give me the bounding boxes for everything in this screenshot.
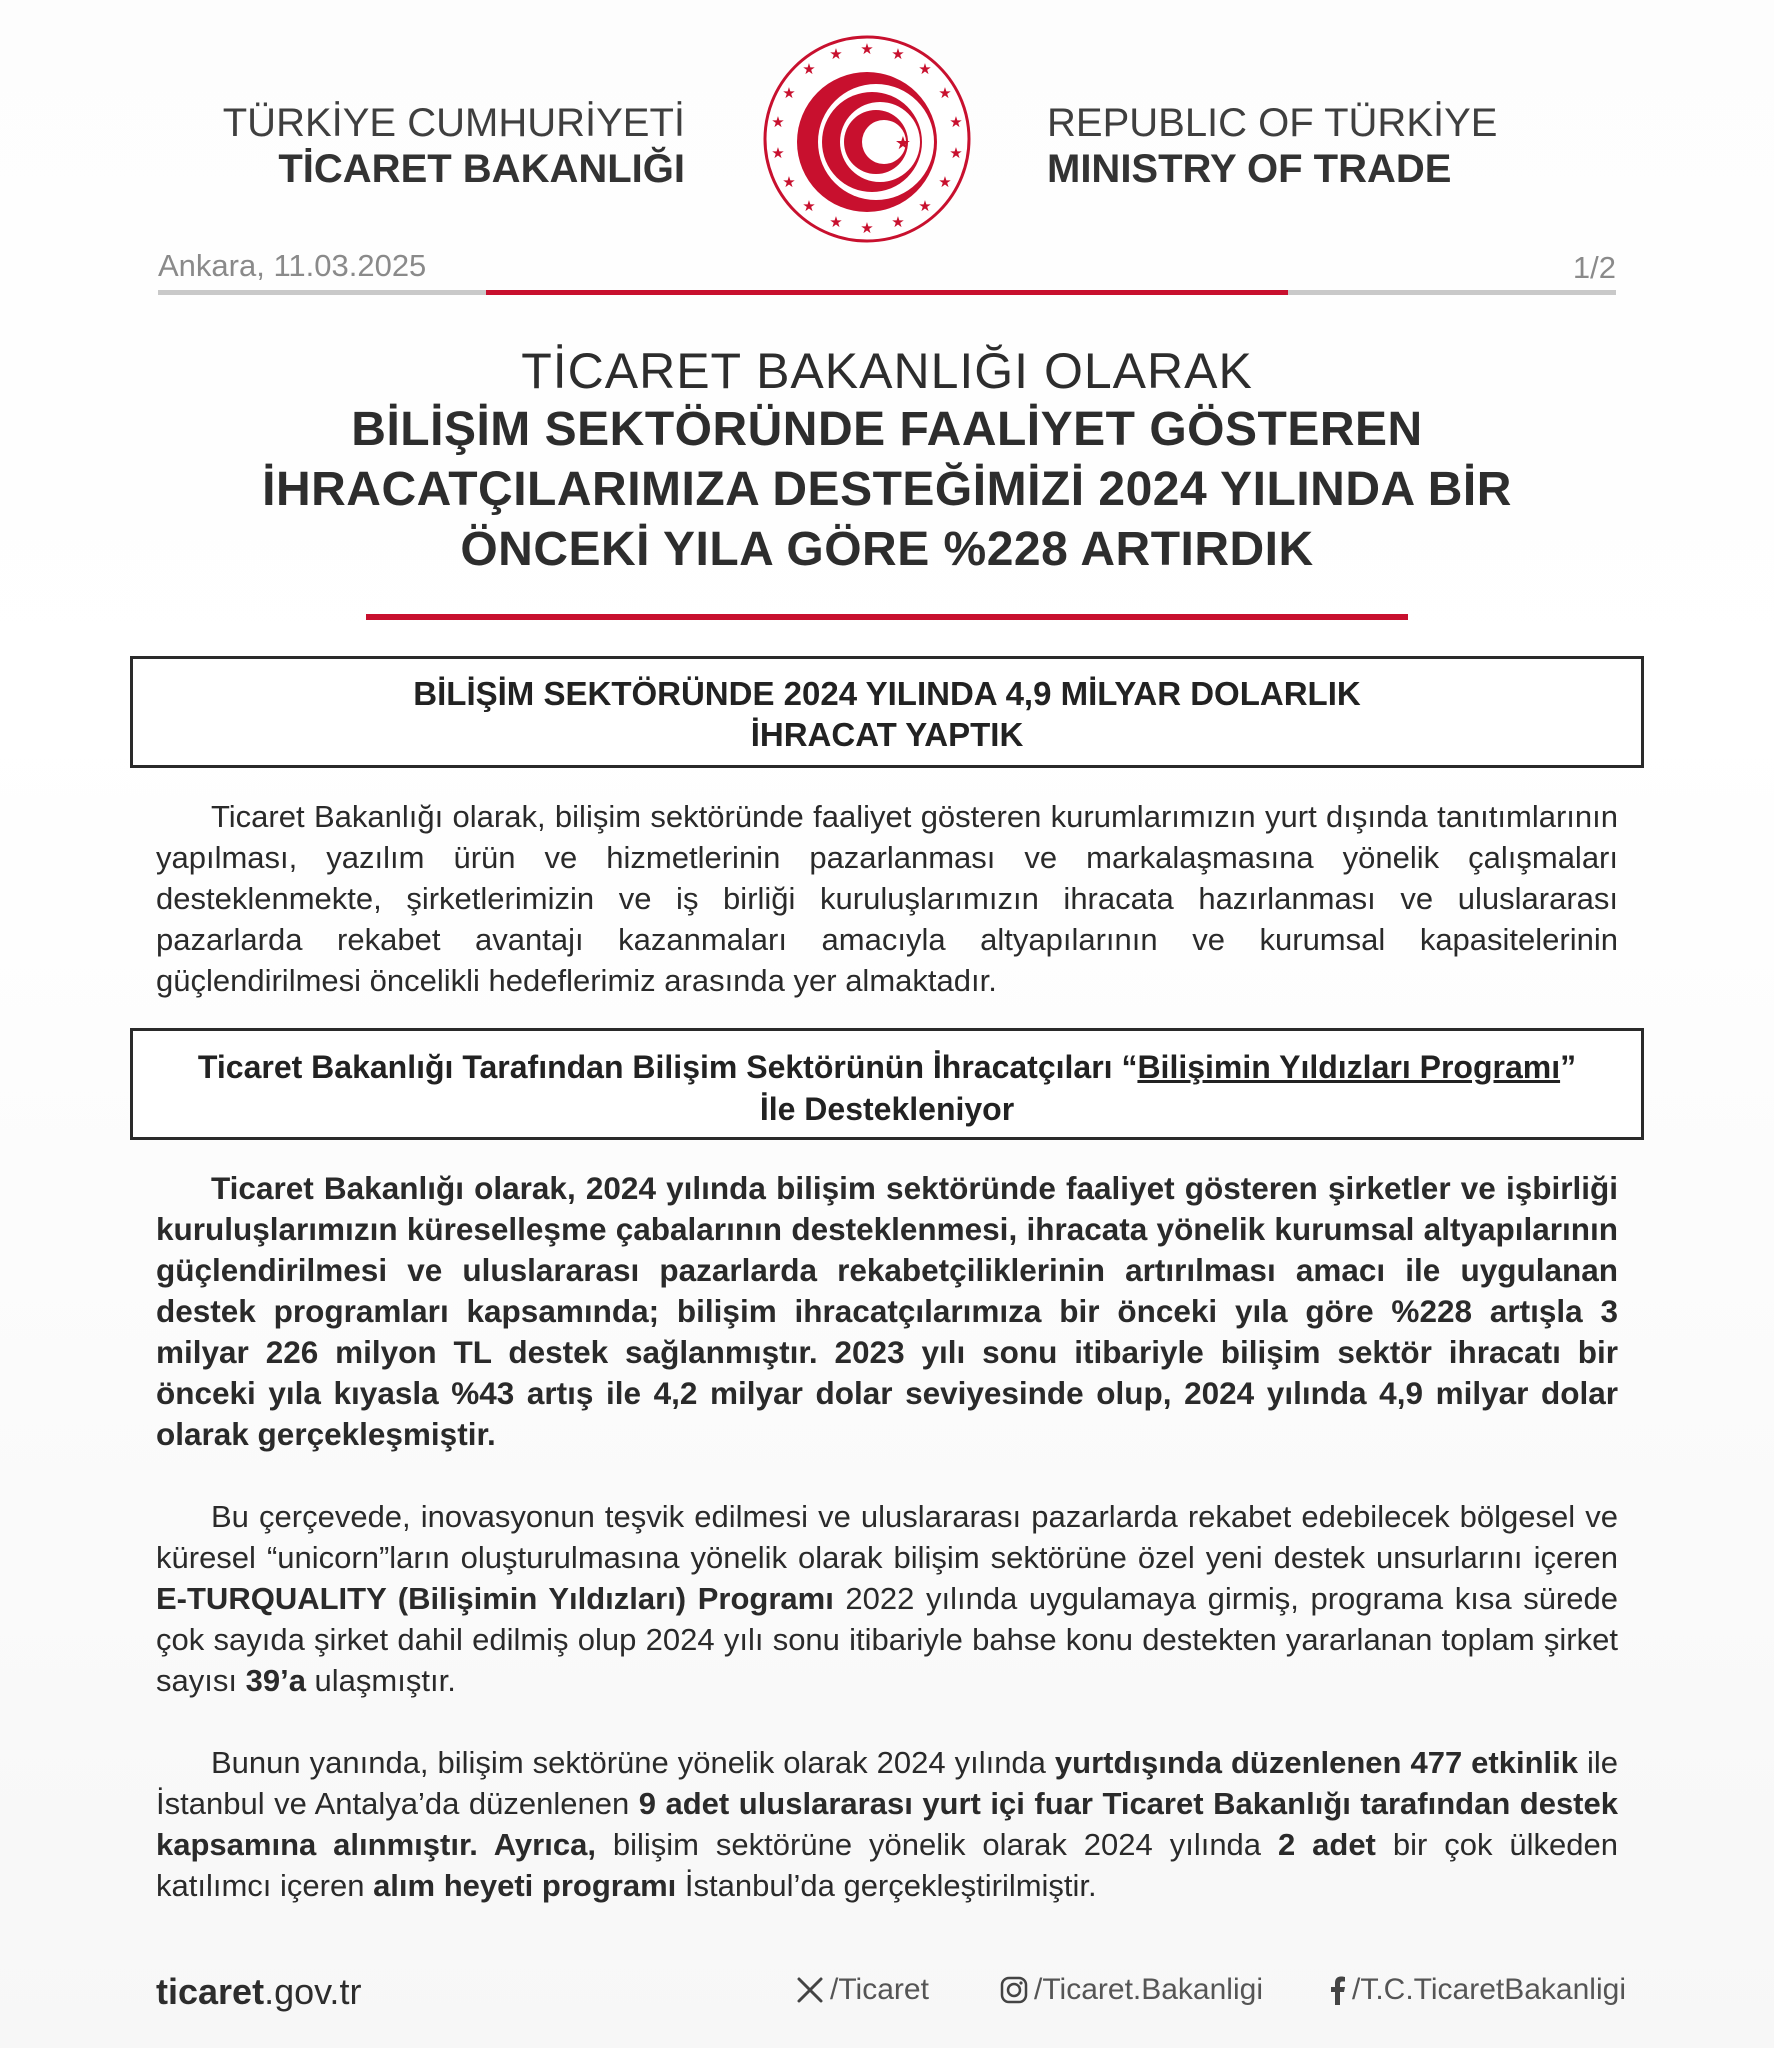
subheading-box-program: [130, 1028, 1644, 1140]
facebook-handle: /T.C.TicaretBakanligi: [1352, 1973, 1626, 2006]
paragraph-intro-text: Ticaret Bakanlığı olarak, bilişim sektöründe faaliyet gösteren kurumlarımızın yurt dışında tanıtımlarının yapılması, yazılım ürün ve hizmetlerinin pazarlanması ve markalaşmasına yönelik çalışmaları desteklenmekte, şirketlerimizin ve iş birliği kuruluşlarımızın ihracata hazırlanması ve uluslararası pazarlarda rekabet avantajı kazanmaları amacıyla altyapılarının ve kurumsal kapasitelerinin güçlendirilmesi öncelikli hedeflerimiz arasında yer almaktadır.: [156, 799, 1618, 998]
delegation-program: alım heyeti programı: [373, 1868, 677, 1903]
delegation-count: 2 adet: [1277, 1827, 1376, 1862]
press-release-title: [120, 342, 1654, 580]
subheading-line-1: BİLİŞİM SEKTÖRÜNDE 2024 YILINDA 4,9 MİLYAR DOLARLIK: [413, 675, 1361, 712]
svg-text:★: ★: [829, 213, 843, 231]
dateline: Ankara, 11.03.2025: [158, 248, 427, 283]
program-name: E-TURQUALITY (Bilişimin Yıldızları) Programı: [156, 1581, 834, 1616]
subheading-program-prefix: Ticaret Bakanlığı Tarafından Bilişim Sektörünün İhracatçıları “: [197, 1049, 1138, 1085]
program-link[interactable]: Bilişimin Yıldızları Programı: [1137, 1049, 1561, 1085]
para4-text-g: bir çok ülkeden katılımcı içeren: [156, 1827, 1618, 1903]
title-line-2: BİLİŞİM SEKTÖRÜNDE FAALİYET GÖSTEREN: [351, 403, 1423, 456]
x-icon: [796, 1976, 824, 2004]
subheading-line-2: İHRACAT YAPTIK: [750, 716, 1024, 753]
subheading-box-export: [130, 656, 1644, 768]
svg-text:★: ★: [891, 45, 905, 63]
page-number: 1/2: [1572, 250, 1616, 285]
svg-text:★: ★: [894, 133, 912, 154]
facebook-icon: [1328, 1975, 1346, 2005]
republic-name-tr: TÜRKİYE CUMHURİYETİ: [222, 101, 685, 145]
subheading-program-line-2: İle Destekleniyor: [759, 1091, 1015, 1127]
svg-text:★: ★: [860, 219, 874, 237]
paragraph-eturquality: [156, 1496, 1618, 1701]
subheading-program-line-1: [133, 1046, 1641, 1088]
svg-text:★: ★: [949, 144, 963, 162]
para4-text-i: İstanbul’da gerçekleştirilmiştir.: [676, 1868, 1097, 1903]
svg-text:★: ★: [949, 113, 963, 131]
para4-text-e: bilişim sektörüne yönelik olarak 2024 yılında: [595, 1827, 1278, 1862]
svg-text:★: ★: [938, 173, 952, 191]
instagram-link[interactable]: [1000, 1973, 1263, 2007]
svg-text:★: ★: [782, 173, 796, 191]
title-line-4: ÖNCEKİ YILA GÖRE %228 ARTIRDIK: [460, 523, 1314, 576]
website-name: ticaret: [156, 1971, 265, 2012]
svg-text:★: ★: [829, 45, 843, 63]
ministry-name-tr: TİCARET BAKANLIĞI: [278, 147, 685, 191]
subheading-program-suffix: ”: [1560, 1049, 1577, 1085]
x-link[interactable]: [796, 1973, 929, 2007]
title-line-1: TİCARET BAKANLIĞI OLARAK: [521, 343, 1253, 399]
svg-text:★: ★: [938, 84, 952, 102]
company-count: 39’a: [245, 1663, 306, 1698]
para4-text-a: Bunun yanında, bilişim sektörüne yönelik olarak 2024 yılında: [211, 1745, 1055, 1780]
paragraph-support-figures: [156, 1168, 1618, 1455]
facebook-link[interactable]: [1328, 1973, 1626, 2007]
svg-text:★: ★: [918, 60, 932, 78]
svg-text:★: ★: [802, 60, 816, 78]
svg-text:★: ★: [771, 113, 785, 131]
svg-text:★: ★: [802, 197, 816, 215]
letterhead-left: [170, 100, 685, 192]
instagram-icon: [1000, 1976, 1028, 2004]
letterhead-right: [1047, 100, 1587, 192]
svg-text:★: ★: [782, 84, 796, 102]
footer: [0, 1965, 1774, 2025]
ministry-emblem-icon: [760, 32, 974, 246]
website-link[interactable]: [156, 1971, 361, 2013]
instagram-handle: /Ticaret.Bakanligi: [1034, 1973, 1263, 2006]
ministry-name-en: MINISTRY OF TRADE: [1047, 147, 1452, 191]
paragraph-support-text: Ticaret Bakanlığı olarak, 2024 yılında bilişim sektöründe faaliyet gösteren şirketler ve işbirliği kuruluşlarımızın küreselleşme çabalarının desteklenmesi, ihracata yönelik kurumsal altyapılarının güçlendirilmesi ve uluslararası pazarlarda rekabetçiliklerinin artırılması amacı ile uygulanan destek programları kapsamında; bilişim ihracatçılarımıza bir önceki yıla göre %228 artışla 3 milyar 226 milyon TL destek sağlanmıştır. 2023 yılı sonu itibariyle bilişim sektör ihracatı bir önceki yıla kıyasla %43 artış ile 4,2 milyar dolar seviyesinde olup, 2024 yılında 4,9 milyar dolar olarak gerçekleşmiştir.: [156, 1170, 1618, 1452]
svg-text:★: ★: [891, 213, 905, 231]
website-domain: .gov.tr: [264, 1971, 362, 2012]
letterhead: [0, 0, 1774, 260]
para3-text-c: 2022 yılında uygulamaya girmiş, programa kısa sürede çok sayıda şirket dahil edilmiş olup 2024 yılı sonu itibariyle bahse konu destekten yararlanan toplam şirket sayısı: [156, 1581, 1618, 1698]
event-count: yurtdışında düzenlenen 477 etkinlik: [1054, 1745, 1578, 1780]
header-divider-accent: [486, 290, 1288, 295]
svg-text:★: ★: [918, 197, 932, 215]
para3-text-e: ulaşmıştır.: [305, 1663, 456, 1698]
republic-name-en: REPUBLIC OF TÜRKİYE: [1047, 101, 1498, 145]
para4-text-c: ile İstanbul ve Antalya’da düzenlenen: [156, 1745, 1618, 1821]
svg-text:★: ★: [860, 40, 874, 58]
paragraph-events: [156, 1742, 1618, 1906]
title-divider: [366, 614, 1408, 620]
title-line-3: İHRACATÇILARIMIZA DESTEĞİMİZİ 2024 YILINDA BİR: [262, 463, 1512, 516]
fair-count: 9 adet uluslararası yurt içi fuar Ticaret Bakanlığı tarafından destek kapsamına alınmıştır. Ayrıca,: [156, 1786, 1618, 1862]
para3-text-a: Bu çerçevede, inovasyonun teşvik edilmesi ve uluslararası pazarlarda rekabet edebilecek bölgesel ve küresel “unicorn”ların oluşturulmasına yönelik olarak bilişim sektörüne özel yeni destek unsurlarını içeren: [156, 1499, 1618, 1575]
x-handle: /Ticaret: [830, 1973, 929, 2006]
paragraph-intro: [156, 796, 1618, 1001]
svg-text:★: ★: [771, 144, 785, 162]
